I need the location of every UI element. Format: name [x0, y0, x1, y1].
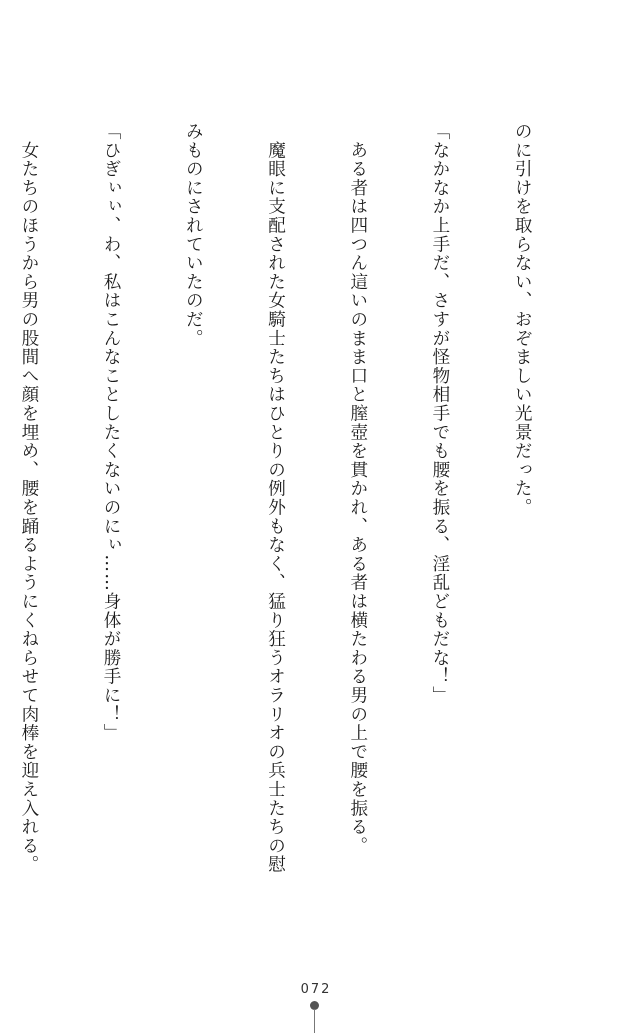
page-number: 072	[300, 982, 332, 997]
novel-text-block	[18, 122, 590, 962]
text-line: 「ひぎぃぃ、わ、私はこんなことしたくないのにぃ……身体が勝手に！」	[101, 122, 122, 743]
folio-vertical-rule	[314, 1009, 315, 1033]
text-line: のに引けを取らない、おぞましい光景だった。	[512, 122, 533, 517]
text-line: ある者は四つん這いのまま口と膣壺を貫かれ、ある者は横たわる男の上で腰を振る。	[347, 122, 368, 856]
text-line: 「なかなか上手だ、さすが怪物相手でも腰を振る、淫乱どもだな！」	[429, 122, 450, 705]
text-line: 魔眼に支配された女騎士たちはひとりの例外もなく、猛り狂うオラリオの兵士たちの慰	[265, 122, 286, 874]
text-line: 女たちのほうから男の股間へ顔を埋め、腰を踊るようにくねらせて肉棒を迎え入れる。	[18, 122, 39, 874]
text-line: みものにされていたのだ。	[183, 122, 204, 348]
